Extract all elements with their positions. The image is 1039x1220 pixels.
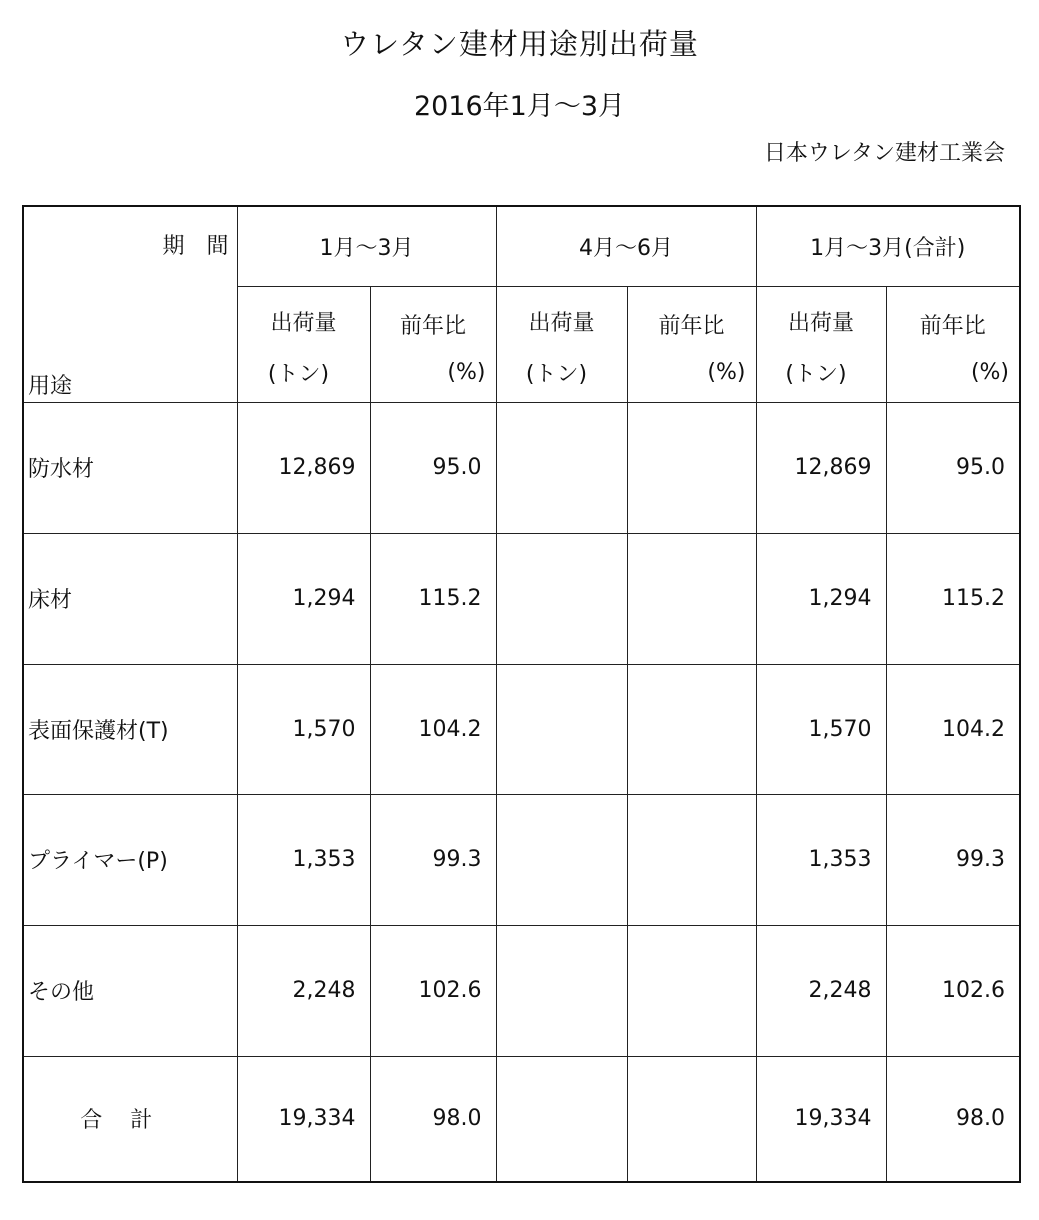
total-q1-yoy: 98.0 xyxy=(370,1056,496,1182)
q2-shipment xyxy=(496,533,627,664)
q2-shipment xyxy=(496,402,627,533)
total-cum-shipment: 19,334 xyxy=(756,1056,886,1182)
q1-shipment: 2,248 xyxy=(237,925,370,1056)
shipment-table xyxy=(22,205,1021,1183)
q1-yoy: 99.3 xyxy=(370,794,496,925)
q1-yoy: 95.0 xyxy=(370,402,496,533)
use-name: 床材 xyxy=(23,533,237,664)
cum-yoy: 104.2 xyxy=(886,664,1020,794)
use-name: その他 xyxy=(23,925,237,1056)
period-cumulative-header: 1月～3月(合計) xyxy=(756,206,1020,286)
q1-yoy: 115.2 xyxy=(370,533,496,664)
total-q2-shipment xyxy=(496,1056,627,1182)
cum-shipment: 2,248 xyxy=(756,925,886,1056)
total-row xyxy=(23,1056,1020,1182)
period-q2-header: 4月～6月 xyxy=(496,206,756,286)
use-name: プライマー(P) xyxy=(23,794,237,925)
use-label: 用途 xyxy=(28,373,73,399)
total-label: 合計 xyxy=(23,1056,237,1182)
q1-yoy: 104.2 xyxy=(370,664,496,794)
table-row xyxy=(23,794,1020,925)
cum-yoy: 95.0 xyxy=(886,402,1020,533)
q1-shipment-header: 出荷量 (トン) xyxy=(237,286,370,402)
q1-shipment: 12,869 xyxy=(237,402,370,533)
cum-shipment: 1,294 xyxy=(756,533,886,664)
table-row xyxy=(23,664,1020,794)
table-row xyxy=(23,533,1020,664)
q2-yoy xyxy=(627,533,756,664)
q2-yoy xyxy=(627,794,756,925)
q1-yoy-header: 前年比 (%) xyxy=(370,286,496,402)
q2-shipment-header: 出荷量 (トン) xyxy=(496,286,627,402)
use-name: 防水材 xyxy=(23,402,237,533)
q2-shipment xyxy=(496,664,627,794)
cum-shipment-header: 出荷量 (トン) xyxy=(756,286,886,402)
document-subtitle: 2016年1月～3月 xyxy=(413,91,626,122)
cum-yoy: 115.2 xyxy=(886,533,1020,664)
total-q2-yoy xyxy=(627,1056,756,1182)
q2-yoy-header: 前年比 (%) xyxy=(627,286,756,402)
organization-name: 日本ウレタン建材工業会 xyxy=(763,141,1005,166)
document-title: ウレタン建材用途別出荷量 xyxy=(340,27,699,61)
q1-shipment: 1,294 xyxy=(237,533,370,664)
use-name: 表面保護材(T) xyxy=(23,664,237,794)
q1-shipment: 1,353 xyxy=(237,794,370,925)
cum-shipment: 1,353 xyxy=(756,794,886,925)
q1-shipment: 1,570 xyxy=(237,664,370,794)
period-q1-header: 1月～3月 xyxy=(237,206,496,286)
total-cum-yoy: 98.0 xyxy=(886,1056,1020,1182)
cum-yoy: 99.3 xyxy=(886,794,1020,925)
cum-yoy: 102.6 xyxy=(886,925,1020,1056)
q2-shipment xyxy=(496,925,627,1056)
cum-shipment: 1,570 xyxy=(756,664,886,794)
table-row xyxy=(23,402,1020,533)
period-header-row xyxy=(23,206,1020,286)
total-q1-shipment: 19,334 xyxy=(237,1056,370,1182)
cum-shipment: 12,869 xyxy=(756,402,886,533)
cum-yoy-header: 前年比 (%) xyxy=(886,286,1020,402)
table-row xyxy=(23,925,1020,1056)
q2-yoy xyxy=(627,664,756,794)
header-corner-cell xyxy=(23,206,237,402)
q2-yoy xyxy=(627,925,756,1056)
period-label: 期 間 xyxy=(162,234,229,259)
q1-yoy: 102.6 xyxy=(370,925,496,1056)
q2-shipment xyxy=(496,794,627,925)
q2-yoy xyxy=(627,402,756,533)
